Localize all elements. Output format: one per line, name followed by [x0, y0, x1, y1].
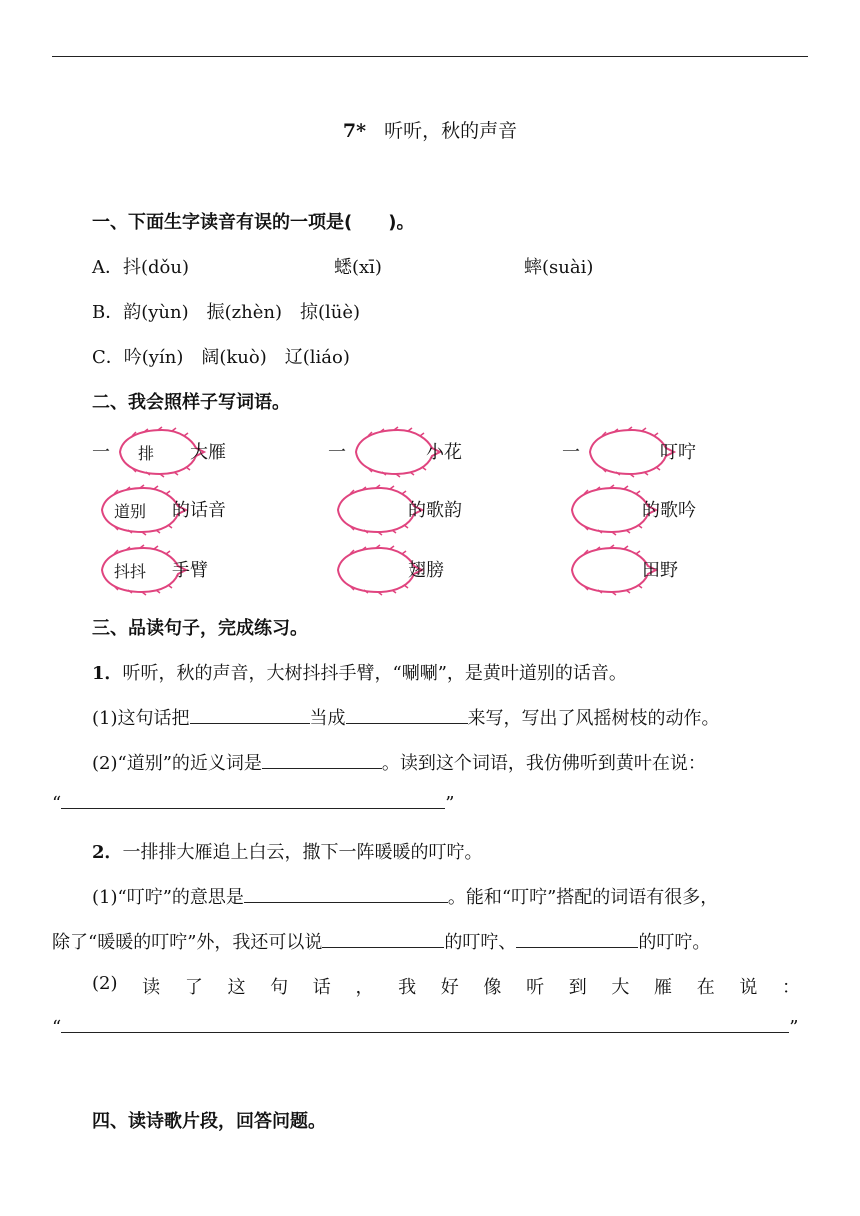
q2-part2 — [92, 973, 800, 999]
leaf-prefix: 一 — [92, 442, 110, 463]
page-title — [0, 116, 860, 143]
leaf-item — [328, 544, 568, 594]
q1-part2 — [92, 749, 706, 775]
leaf-prefix: 一 — [562, 442, 580, 463]
q1-answer-blank[interactable] — [61, 790, 445, 809]
leaf-word: 田野 — [642, 560, 678, 581]
q2-part2-char: ： — [782, 977, 800, 998]
leaf-word: 小花 — [426, 442, 462, 463]
q2-part2-char: 像 — [483, 977, 502, 998]
section4-heading: 四、读诗歌片段，回答问题。 — [92, 1111, 326, 1132]
q2-part2-char: 读 — [142, 977, 161, 998]
q2-part2-char: 句 — [270, 977, 289, 998]
leaf-item — [328, 426, 568, 476]
q2-part1-text-d: 的叮咛、 — [444, 932, 517, 953]
leaf-word: 的歌吟 — [642, 500, 696, 521]
q1-sentence: 听听，秋的声音，大树抖抖手臂，“唰唰”，是黄叶道别的话音。 — [122, 663, 627, 684]
q1-part1-text-b: 当成 — [309, 708, 346, 729]
q2-blank-1[interactable] — [244, 884, 448, 903]
q1-blank-3[interactable] — [262, 750, 382, 769]
leaf-item — [562, 544, 802, 594]
option-b-label: B． — [92, 302, 124, 323]
q1-answer-line — [52, 790, 454, 814]
option-a-item-2: 蟋(xī) — [334, 257, 382, 278]
q2-part2-char: 话 — [312, 977, 331, 998]
q2-part2-char: 好 — [440, 977, 459, 998]
leaf-prefix: 一 — [328, 442, 346, 463]
section2-heading: 二、我会照样子写词语。 — [92, 392, 290, 413]
option-c — [92, 343, 350, 369]
leaf-text: 抖抖 — [114, 562, 147, 581]
leaf-item — [92, 484, 332, 534]
leaf-word: 手臂 — [172, 560, 208, 581]
leaf-word: 的歌韵 — [408, 500, 462, 521]
open-quote: “ — [52, 793, 62, 814]
leaf-word: 的话音 — [172, 500, 226, 521]
leaf-item — [92, 426, 332, 476]
lesson-number: 7* — [342, 120, 367, 142]
q2-part1-text-c: 除了“暖暖的叮咛”外，我还可以说 — [52, 932, 323, 953]
lesson-title: 听听，秋的声音 — [384, 120, 518, 142]
leaf-text: 排 — [138, 444, 155, 463]
q2-part2-char: 在 — [696, 977, 715, 998]
q1-part2-text-b: 。读到这个词语，我仿佛听到黄叶在说： — [381, 753, 706, 774]
option-b-text: 韵(yùn) 振(zhèn) 掠(lüè) — [123, 302, 361, 323]
section3-heading: 三、品读句子，完成练习。 — [92, 618, 308, 639]
q2-answer-blank[interactable] — [61, 1014, 789, 1033]
q2-part2-char: 大 — [611, 977, 630, 998]
q2-sentence-line — [92, 838, 483, 864]
q2-part1-text-a: (1)“叮咛”的意思是 — [92, 887, 244, 908]
q2-part2-char: 到 — [568, 977, 587, 998]
q1-part1-text-a: (1)这句话把 — [92, 708, 190, 729]
q2-part2-char: ， — [355, 977, 374, 998]
q2-part1-text-e: 的叮咛。 — [638, 932, 711, 953]
q2-part2-char: 我 — [398, 977, 417, 998]
option-a-item-1: 抖(dǒu) — [123, 257, 189, 278]
option-a — [92, 253, 189, 279]
q1-part1-text-c: 来写，写出了风摇树枝的动作。 — [467, 708, 720, 729]
q1-blank-1[interactable] — [190, 705, 310, 724]
q2-part2-char: 这 — [227, 977, 246, 998]
q2-answer-line — [52, 1014, 798, 1038]
q2-part2-char: 雁 — [654, 977, 673, 998]
q2-part1-cont — [52, 928, 710, 954]
option-a-item-3: 蟀(suài) — [524, 257, 594, 278]
q2-part2-char: 了 — [184, 977, 203, 998]
q2-part1-text-b: 。能和“叮咛”搭配的词语有很多， — [447, 887, 719, 908]
leaf-item — [562, 426, 802, 476]
option-c-label: C． — [92, 347, 124, 368]
leaf-word: 翅膀 — [408, 560, 444, 581]
leaf-item — [562, 484, 802, 534]
q1-blank-2[interactable] — [346, 705, 468, 724]
option-a-label: A． — [92, 257, 123, 278]
q1-number: 1． — [92, 663, 123, 684]
header-rule — [52, 56, 808, 57]
q2-part2-char: 说 — [739, 977, 758, 998]
q2-blank-2[interactable] — [322, 929, 444, 948]
leaf-item — [92, 544, 332, 594]
q1-part2-text-a: (2)“道别”的近义词是 — [92, 753, 262, 774]
option-c-text: 吟(yín) 阔(kuò) 辽(liáo) — [123, 347, 350, 368]
option-b — [92, 298, 360, 324]
leaf-text: 道别 — [114, 502, 147, 521]
q2-part2-char: (2) — [92, 973, 118, 994]
q2-part2-char: 听 — [526, 977, 545, 998]
q1-sentence-line — [92, 659, 627, 685]
leaf-word: 大雁 — [190, 442, 226, 463]
leaf-word: 叮咛 — [660, 442, 696, 463]
leaf-item — [328, 484, 568, 534]
open-quote: “ — [52, 1017, 62, 1038]
close-quote: ” — [445, 793, 455, 814]
q2-sentence: 一排排大雁追上白云，撒下一阵暖暖的叮咛。 — [122, 842, 483, 863]
q1-part1 — [92, 704, 720, 730]
close-quote: ” — [789, 1017, 799, 1038]
q2-part1 — [92, 883, 718, 909]
section1-heading: 一、下面生字读音有误的一项是( )。 — [92, 212, 415, 233]
q2-blank-3[interactable] — [516, 929, 638, 948]
q2-number: 2． — [92, 842, 123, 863]
